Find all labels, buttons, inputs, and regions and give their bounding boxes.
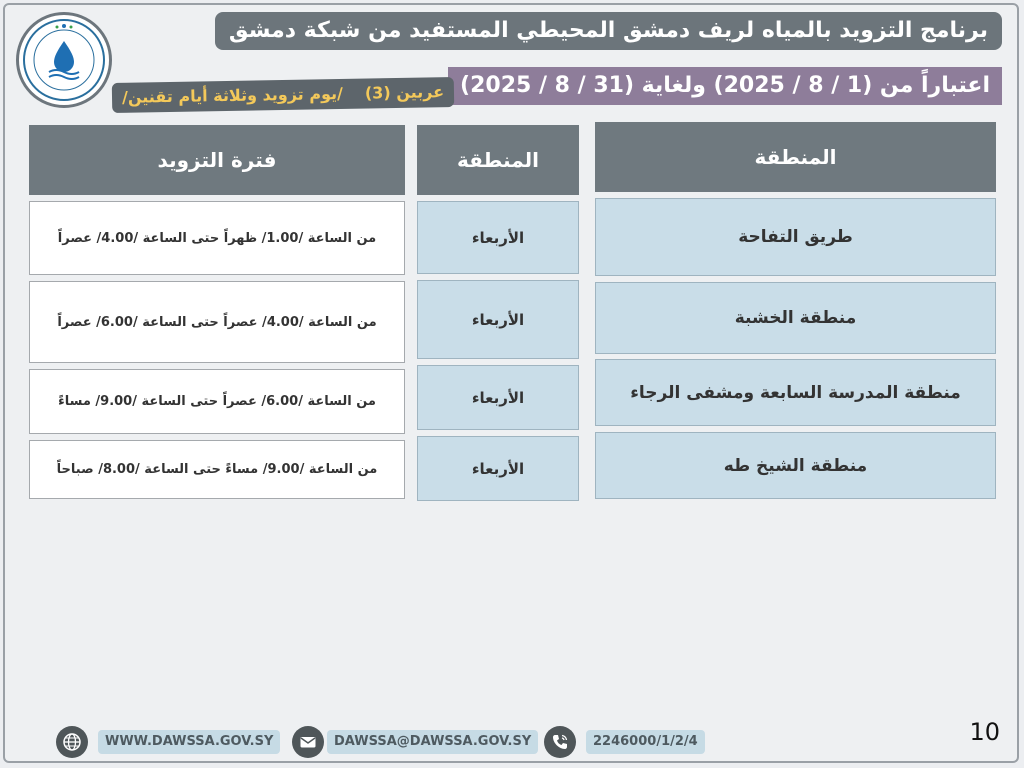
phone-icon [544, 726, 576, 758]
page-title: برنامج التزويد بالمياه لريف دمشق المحيطي المستفيد من شبكة دمشق [215, 12, 1002, 50]
period-cell: من الساعة /6.00/ عصراً حتى الساعة /9.00/ مساءً [29, 369, 405, 434]
phone-number[interactable]: 2246000/1/2/4 [586, 730, 705, 754]
header-day: المنطقة [417, 125, 579, 195]
email-link[interactable]: DAWSSA@DAWSSA.GOV.SY [327, 730, 538, 754]
water-drop-emblem-icon [21, 17, 107, 103]
day-cell: الأربعاء [417, 201, 579, 274]
date-range: اعتباراً من (1 / 8 / 2025) ولغاية (31 / 8 / 2025) [448, 67, 1002, 105]
schedule-group: عربين (3) [364, 82, 445, 103]
schedule-badge [112, 77, 455, 113]
schedule-cycle: /يوم تزويد وثلاثة أيام تقنين/ [121, 83, 344, 107]
page-number: 10 [969, 718, 1000, 746]
header-period: فترة التزويد [29, 125, 405, 195]
period-cell: من الساعة /9.00/ مساءً حتى الساعة /8.00/ صباحاً [29, 440, 405, 499]
region-cell: منطقة الشيخ طه [595, 432, 996, 499]
envelope-icon [292, 726, 324, 758]
globe-icon [56, 726, 88, 758]
day-cell: الأربعاء [417, 365, 579, 430]
day-cell: الأربعاء [417, 436, 579, 501]
region-cell: منطقة المدرسة السابعة ومشفى الرجاء [595, 359, 996, 426]
region-cell: طريق التفاحة [595, 198, 996, 276]
website-link[interactable]: WWW.DAWSSA.GOV.SY [98, 730, 280, 754]
day-cell: الأربعاء [417, 280, 579, 359]
period-cell: من الساعة /1.00/ ظهراً حتى الساعة /4.00/ عصراً [29, 201, 405, 275]
logo [16, 12, 112, 108]
period-cell: من الساعة /4.00/ عصراً حتى الساعة /6.00/ عصراً [29, 281, 405, 363]
header-region: المنطقة [595, 122, 996, 192]
region-cell: منطقة الخشبة [595, 282, 996, 354]
